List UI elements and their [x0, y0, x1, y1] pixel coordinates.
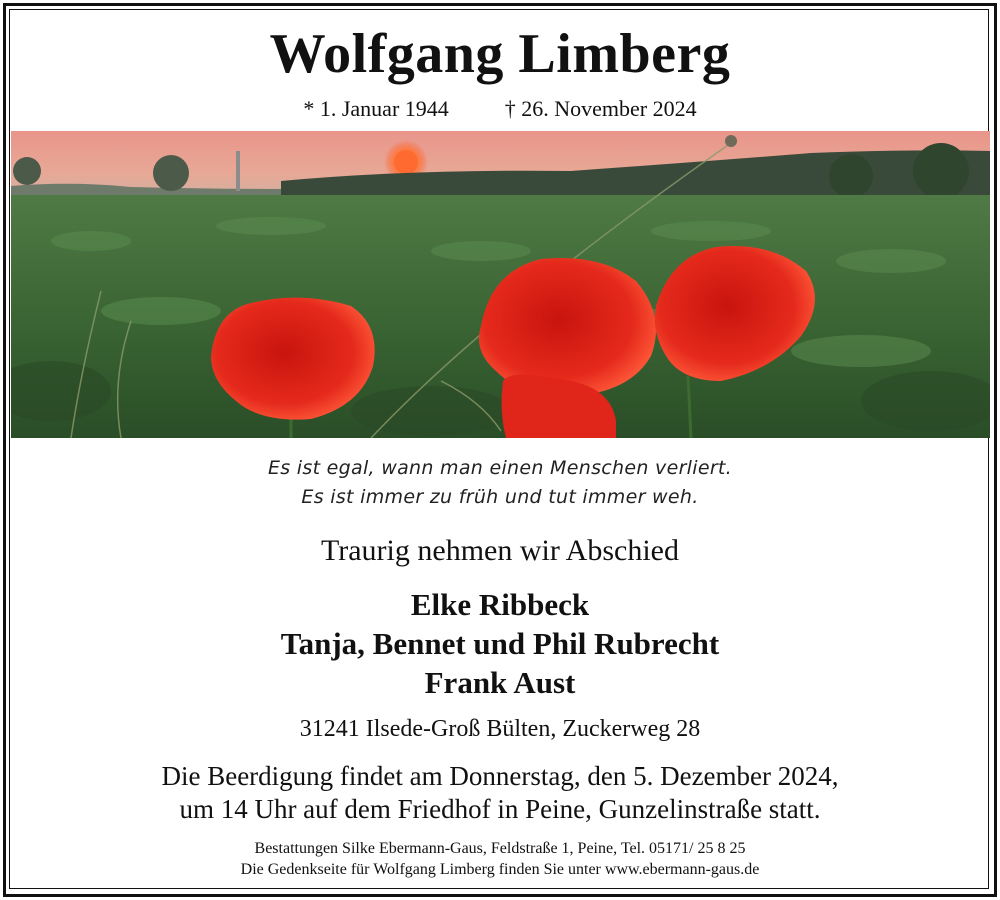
death-date: † 26. November 2024	[504, 96, 697, 121]
undertaker-footer	[0, 838, 1000, 880]
birth-date: * 1. Januar 1944	[303, 96, 449, 121]
quote-line-1: Es ist egal, wann man einen Menschen verliert.	[267, 457, 733, 479]
funeral-notice	[0, 760, 1000, 826]
undertaker-line: Bestattungen Silke Ebermann-Gaus, Feldstraße 1, Peine, Tel. 05171/ 25 8 25	[254, 840, 746, 857]
memorial-quote	[0, 454, 1000, 512]
poppy-field-photo	[11, 131, 990, 438]
mourner-2: Tanja, Bennet und Phil Rubrecht	[280, 626, 720, 661]
quote-line-2: Es ist immer zu früh und tut immer weh.	[301, 486, 699, 508]
family-address: 31241 Ilsede-Groß Bülten, Zuckerweg 28	[299, 716, 701, 742]
mourner-3: Frank Aust	[424, 665, 576, 700]
deceased-name: Wolfgang Limberg	[269, 23, 731, 85]
mourners-list	[0, 585, 1000, 702]
memorial-page-line: Die Gedenkseite für Wolfgang Limberg finden Sie unter www.ebermann-gaus.de	[240, 861, 760, 878]
funeral-line-1: Die Beerdigung findet am Donnerstag, den 5. Dezember 2024,	[161, 761, 839, 791]
farewell-heading: Traurig nehmen wir Abschied	[320, 534, 679, 567]
funeral-line-2: um 14 Uhr auf dem Friedhof in Peine, Gunzelinstraße statt.	[179, 794, 821, 824]
mourner-1: Elke Ribbeck	[410, 587, 590, 622]
life-dates	[0, 96, 1000, 122]
